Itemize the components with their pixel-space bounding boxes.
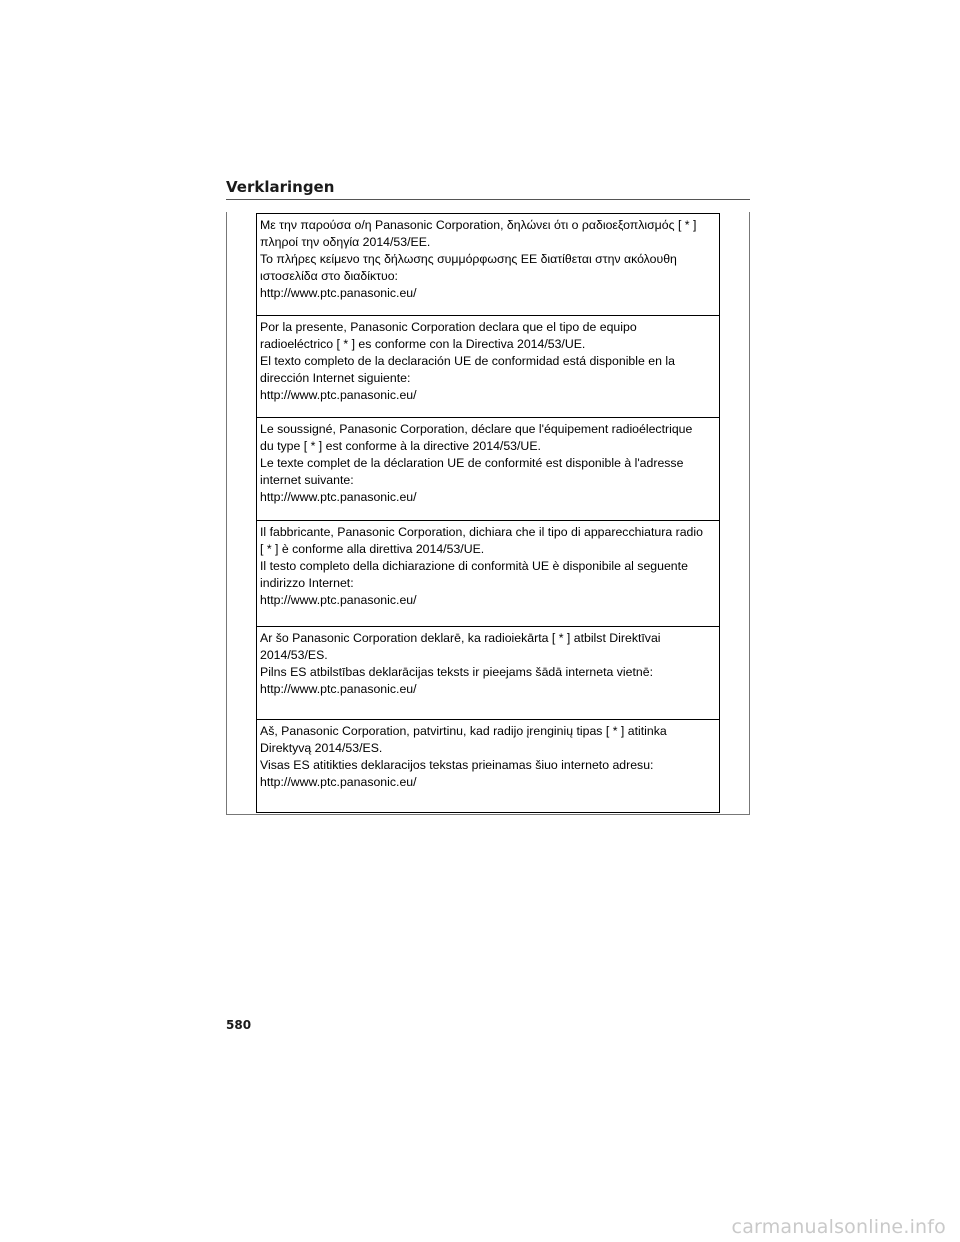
section-title: Verklaringen <box>226 178 335 196</box>
declaration-cell-italian: Il fabbricante, Panasonic Corporation, dichiara che il tipo di apparecchiatura radio [ * ] è conforme alla direttiva 2014/53/UE. Il testo completo della dichiarazione di conformità UE è disponibile al seguente indirizzo Internet: http://www.ptc.panasonic.eu/ <box>257 520 719 626</box>
declaration-cell-lithuanian: Aš, Panasonic Corporation, patvirtinu, kad radijo įrenginių tipas [ * ] atitinka Direktyvą 2014/53/ES. Visas ES atitikties deklaracijos tekstas prieinamas šiuo interneto adresu: http://www.ptc.panasonic.eu/ <box>257 719 719 812</box>
watermark: carmanualsonline.info <box>731 1216 946 1238</box>
declaration-cell-greek: Με την παρούσα ο/η Panasonic Corporation, δηλώνει ότι ο ραδιοεξοπλισμός [ * ] πληροί την οδηγία 2014/53/ΕΕ. Το πλήρες κείμενο της δήλωσης συμμόρφωσης ΕΕ διατίθεται στην ακόλουθη ιστοσελίδα στο διαδίκτυο: http://www.ptc.panasonic.eu/ <box>260 218 697 300</box>
declaration-cell-latvian: Ar šo Panasonic Corporation deklarē, ka radioiekārta [ * ] atbilst Direktīvai 2014/53/ES. Pilns ES atbilstības deklarācijas teksts ir pieejams šādā interneta vietnē: http://www.ptc.panasonic.eu/ <box>257 626 719 719</box>
title-rule <box>226 199 750 200</box>
page-number: 580 <box>226 1018 252 1032</box>
declaration-cell-french: Le soussigné, Panasonic Corporation, déclare que l'équipement radioélectrique du type [ * ] est conforme à la directive 2014/53/UE. Le texte complet de la déclaration UE de conformité est disponible à l'adresse internet suivante: http://www.ptc.panasonic.eu/ <box>257 417 719 520</box>
declaration-table <box>256 213 720 813</box>
declaration-cell-spanish: Por la presente, Panasonic Corporation declara que el tipo de equipo radioeléctrico [ * ] es conforme con la Directiva 2014/53/UE. El texto completo de la declaración UE de conformidad está disponible en la dirección Internet siguiente: http://www.ptc.panasonic.eu/ <box>257 315 719 417</box>
